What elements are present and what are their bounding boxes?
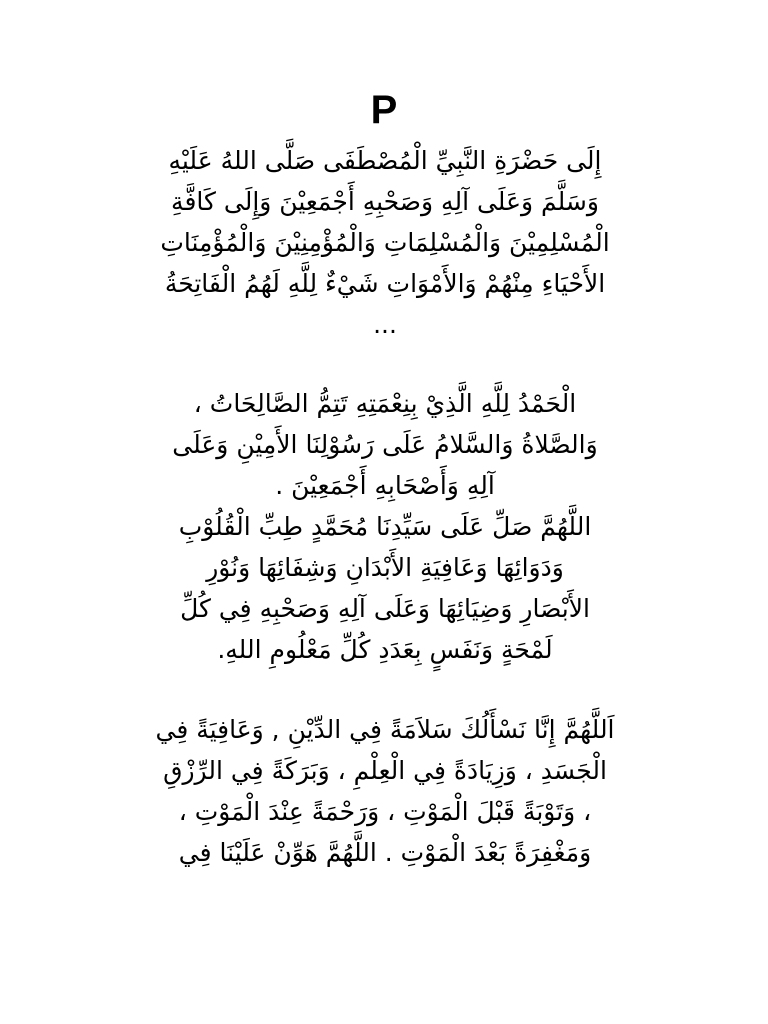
text-line: الْمُسْلِمِيْنَ وَالْمُسْلِمَاتِ وَالْمُؤْمِنِيْنَ وَالْمُؤْمِنَاتِ — [160, 228, 610, 257]
text-line: الأَحْيَاءِ مِنْهُمْ وَالأَمْوَاتِ شَيْءٌ لِلَّهِ لَهُمُ الْفَاتِحَةُ — [164, 269, 606, 298]
text-line: اللَّهُمَّ صَلِّ عَلَى سَيِّدِنَا مُحَمَّدٍ طِبِّ الْقُلُوْبِ — [178, 512, 592, 541]
text-line: ، وَتَوْبَةً قَبْلَ الْمَوْتِ ، وَرَحْمَةً عِنْدَ الْمَوْتِ ، — [178, 797, 592, 826]
text-line: إِلَى حَضْرَةِ النَّبِيِّ الْمُصْطَفَى صَلَّى اللهُ عَلَيْهِ — [168, 146, 602, 175]
text-line: آلِهِ وَأَصْحَابِهِ أَجْمَعِيْنَ . — [275, 471, 495, 500]
text-line: ... — [373, 310, 397, 339]
page-marker: P — [370, 88, 398, 132]
text-line: وَمَغْفِرَةً بَعْدَ الْمَوْتِ . اللَّهُمَّ هَوِّنْ عَلَيْنَا فِي — [178, 838, 592, 867]
text-line: الأَبْصَارِ وَضِيَائِهَا وَعَلَى آلِهِ وَصَحْبِهِ فِي كُلِّ — [180, 594, 590, 623]
text-line: لَمْحَةٍ وَنَفَسٍ بِعَدَدِ كُلِّ مَعْلُومِ اللهِ. — [217, 635, 553, 664]
text-line: وَالصَّلاةُ وَالسَّلامُ عَلَى رَسُوْلِنَا الأَمِيْنِ وَعَلَى — [172, 430, 598, 459]
text-line: الْجَسَدِ ، وَزِيَادَةً فِي الْعِلْمِ ، وَبَرَكَةً فِي الرِّزْقِ — [163, 756, 607, 785]
paragraph-supplication — [130, 709, 640, 873]
text-line: وَدَوَائِهَا وَعَافِيَةِ الأَبْدَانِ وَشِفَائِهَا وَنُوْرِ — [206, 553, 564, 582]
text-line: الْحَمْدُ لِلَّهِ الَّذِيْ بِنِعْمَتِهِ تَتِمُّ الصَّالِحَاتُ ، — [193, 389, 577, 418]
text-line: وَسَلَّمَ وَعَلَى آلِهِ وَصَحْبِهِ أَجْمَعِيْنَ وَإِلَى كَافَّةِ — [171, 187, 599, 216]
paragraph-praise-and-salawat — [130, 383, 640, 670]
paragraph-fatiha-dedication — [130, 140, 640, 345]
text-line: اَللَّهُمَّ إِنَّا نَسْأَلُكَ سَلاَمَةً فِي الدِّيْنِ , وَعَافِيَةً فِي — [155, 715, 615, 744]
